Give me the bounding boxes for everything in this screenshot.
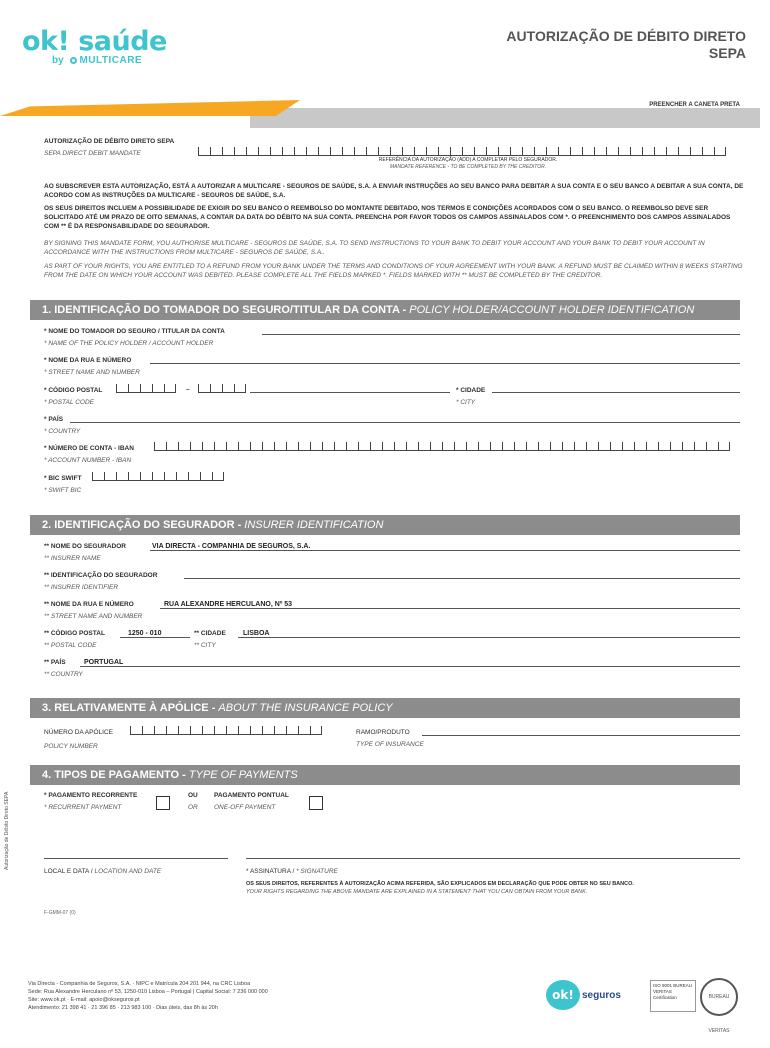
s3-policy-boxes[interactable] (130, 726, 322, 735)
s4-oneoff-label-en: ONE-OFF PAYMENT (214, 804, 276, 811)
section-4-header (30, 765, 740, 785)
pen-note: PREENCHER A CANETA PRETA (649, 102, 740, 108)
s2-street-label-en: ** STREET NAME AND NUMBER (44, 613, 143, 620)
footer-line-2: Sede: Rua Alexandre Herculano nº 53, 1250-010 Lisboa – Portugal | Capital Social: 7 236 000 000 (28, 989, 268, 995)
rights-note-pt: OS SEUS DIREITOS, REFERENTES À AUTORIZAÇÃO ACIMA REFERIDA, SÃO EXPLICADOS EM DECLARAÇÃO QUE PODE OBTER NO SEU BANCO. (246, 881, 634, 887)
s2-country-label-en: ** COUNTRY (44, 671, 83, 678)
intro-pt: AO SUBSCREVER ESTA AUTORIZAÇÃO, ESTÁ A AUTORIZAR A MULTICARE - SEGUROS DE SAÚDE, S.A. A ENVIAR INSTRUÇÕES AO SEU BANCO PARA DEBITAR A SUA CONTA E O SEU BANCO A DEBITAR A SUA CONTA, DE ACORDO COM AS INSTRUÇÕES DA MULTICARE - SEGUROS DE SAÚDE, S.A. (44, 183, 744, 199)
s1-bic-boxes[interactable] (92, 472, 224, 481)
s2-insurer-value: VIA DIRECTA - COMPANHIA DE SEGUROS, S.A. (152, 543, 311, 550)
signature-label-en: * SIGNATURE (296, 868, 338, 875)
location-date-field[interactable] (44, 858, 228, 859)
rights-note (246, 880, 634, 896)
s4-recurrent-label: * PAGAMENTO RECORRENTE (44, 792, 138, 799)
s2-street-label: ** NOME DA RUA E NÚMERO (44, 601, 134, 608)
footer-line-3: Site: www.ok.pt · E-mail: apoio@okseguros.pt (28, 997, 140, 1003)
location-date-label-pt: LOCAL E DATA / (44, 868, 95, 875)
logo-by-text: by (52, 55, 64, 66)
s3-type-field[interactable] (422, 735, 740, 736)
rights-en: AS PART OF YOUR RIGHTS, YOU ARE ENTITLED TO A REFUND FROM YOUR BANK UNDER THE TERMS AND CONDITIONS OF YOUR AGREEMENT WITH YOUR BANK. A REFUND MUST BE CLAIMED WITHIN 8 WEEKS STARTING FROM THE DATE ON WHICH YOUR ACCOUNT WAS DEBITED. PLEASE COMPLETE ALL THE FIELDS MARKED *. FIELDS MARKED WITH ** MUST BE COMPLETED BY THE CREDITOR. (44, 263, 743, 279)
title-line-1: AUTORIZAÇÃO DE DÉBITO DIRETO (506, 28, 746, 44)
s1-postal-label-en: * POSTAL CODE (44, 399, 94, 406)
header-band-grey (250, 108, 760, 128)
section-3-title-pt: 3. RELATIVAMENTE À APÓLICE - (42, 702, 219, 714)
s1-street-label: * NOME DA RUA E NÚMERO (44, 357, 132, 364)
section-1-header (30, 300, 740, 320)
signature-label-pt: * ASSINATURA / (246, 868, 297, 875)
section-4-title-en: TYPE OF PAYMENTS (188, 769, 298, 781)
s4-oneoff-checkbox[interactable] (309, 796, 323, 810)
signature-label (246, 867, 338, 876)
s3-type-label: RAMO/PRODUTO (356, 729, 410, 736)
s2-city-label-en: ** CITY (194, 642, 216, 649)
s3-policy-label-en: POLICY NUMBER (44, 743, 98, 750)
s4-or-pt: OU (188, 792, 198, 799)
mandate-ref-pt: REFERÊNCIA DA AUTORIZAÇÃO (ADD) A COMPLETAR PELO SEGURADOR. (378, 157, 558, 163)
s1-city-label-en: * CITY (456, 399, 476, 406)
s4-recurrent-checkbox[interactable] (156, 796, 170, 810)
s1-postal-dash: – (186, 386, 190, 393)
s2-street-field (160, 608, 740, 609)
header-band-orange (0, 100, 300, 116)
logo-brand-text: MULTICARE (79, 55, 143, 66)
s1-street-label-en: * STREET NAME AND NUMBER (44, 369, 140, 376)
section-3-header (30, 698, 740, 718)
s1-bic-label: * BIC SWIFT (44, 475, 82, 482)
s1-country-label-en: * COUNTRY (44, 428, 81, 435)
bureau-veritas-certification: ISO 9001 BUREAU VERITAS Certification (650, 980, 696, 1012)
s2-insurer-label: ** NOME DO SEGURADOR (44, 543, 126, 550)
s2-postal-label-en: ** POSTAL CODE (44, 642, 97, 649)
rights-pt: OS SEUS DIREITOS INCLUEM A POSSIBILIDADE DE EXIGIR DO SEU BANCO O REEMBOLSO DO MONTANTE DEBITADO, NOS TERMOS E CONDIÇÕES ACORDADOS COM O SEU BANCO. O REEMBOLSO DEVE SER SOLICITADO ATÉ UM PRAZO DE OITO SEMANAS, A CONTAR DA DATA DO DÉBITO NA SUA CONTA. PREENCHA POR FAVOR TODOS OS CAMPOS ASSINALADOS COM *. O PREENCHIMENTO DOS CAMPOS ASSINALADOS COM ** É DA RESPONSABILIDADE DO SEGURADOR. (44, 205, 731, 230)
signature-field[interactable] (246, 858, 740, 859)
s1-postal-label: * CÓDIGO POSTAL (44, 387, 103, 394)
s1-city-field[interactable] (492, 392, 740, 393)
s2-city-value: LISBOA (243, 630, 270, 637)
side-vertical-text: Autorização de Débito Direto SEPA (4, 791, 10, 870)
s2-country-label: ** PAÍS (44, 659, 66, 666)
s1-postal-code-boxes-1[interactable] (116, 384, 176, 393)
section-2-title-en: INSURER IDENTIFICATION (244, 519, 384, 531)
location-date-label-en: LOCATION AND DATE (94, 868, 162, 875)
bureau-veritas-seal-icon: BUREAU VERITAS (700, 978, 738, 1016)
intro-en: BY SIGNING THIS MANDATE FORM, YOU AUTHORISE MULTICARE - SEGUROS DE SAÚDE, S.A. TO SEND INSTRUCTIONS TO YOUR BANK TO DEBIT YOUR ACCOUNT AND YOUR BANK TO DEBIT YOUR ACCOUNT IN ACCORDANCE WITH THE INSTRUCTIONS FROM MULTICARE - SEGUROS DE SAÚDE, S.A.. (44, 240, 705, 256)
s1-name-label-en: * NAME OF THE POLICY HOLDER / ACCOUNT HOLDER (44, 340, 214, 347)
s4-or-en: OR (188, 804, 198, 811)
s2-city-field (238, 637, 740, 638)
footer-line-4: Atendimento: 21 398 41 · 21 396 85 · 213 983 100 · Dias úteis, das 8h às 20h (28, 1005, 218, 1011)
ok-saude-logo: ok! saúde (22, 26, 167, 57)
s2-postal-field (120, 637, 190, 638)
s4-recurrent-label-en: * RECURRENT PAYMENT (44, 804, 122, 811)
s2-postal-label: ** CÓDIGO POSTAL (44, 630, 105, 637)
location-date-label (44, 867, 161, 876)
footer-line-1: Via Directa - Companhia de Seguros, S.A. · NIPC e Matrícula 204 201 944, na CRC Lisboa (28, 981, 251, 987)
mandate-ref-en: MANDATE REFERENCE - TO BE COMPLETED BY THE CREDITOR. (389, 164, 547, 170)
section-1-title-en: POLICY HOLDER/ACCOUNT HOLDER IDENTIFICATION (409, 304, 695, 316)
section-2-header (30, 515, 740, 535)
s1-city-label: * CIDADE (456, 387, 486, 394)
s1-postal-code-boxes-2[interactable] (198, 384, 246, 393)
mandate-label-en: SEPA DIRECT DEBIT MANDATE (44, 150, 141, 157)
s2-postal-value: 1250 - 010 (128, 630, 162, 637)
form-code: F-GMM-07 (0) (44, 910, 76, 916)
rights-note-en: YOUR RIGHTS REGARDING THE ABOVE MANDATE ARE EXPLAINED IN A STATEMENT THAT YOU CAN OBTAIN FROM YOUR BANK. (246, 889, 588, 895)
s1-iban-label-en: * ACCOUNT NUMBER - IBAN (44, 457, 132, 464)
s2-insurer-field (150, 550, 740, 551)
s2-id-label-en: ** INSURER IDENTIFIER (44, 584, 119, 591)
section-2-title-pt: 2. IDENTIFICAÇÃO DO SEGURADOR - (42, 519, 245, 531)
s2-street-value: RUA ALEXANDRE HERCULANO, Nº 53 (164, 601, 293, 608)
s1-bic-label-en: * SWIFT BIC (44, 487, 82, 494)
mandate-reference-boxes[interactable] (198, 147, 726, 156)
s2-country-field (80, 666, 740, 667)
s1-iban-boxes[interactable] (154, 442, 730, 451)
s2-city-label: ** CIDADE (194, 630, 226, 637)
mandate-label-pt: AUTORIZAÇÃO DE DÉBITO DIRETO SEPA (44, 138, 175, 145)
s1-country-field[interactable] (70, 422, 740, 423)
s1-name-label: * NOME DO TOMADOR DO SEGURO / TITULAR DA CONTA (44, 328, 225, 335)
section-4-title-pt: 4. TIPOS DE PAGAMENTO - (42, 769, 189, 781)
multicare-logo (52, 55, 142, 66)
s3-policy-label: NÚMERO DA APÓLICE (44, 729, 113, 736)
logo-brand-icon (70, 57, 77, 64)
s1-name-field[interactable] (262, 334, 740, 335)
s1-iban-label: * NÚMERO DE CONTA - IBAN (44, 445, 134, 452)
footer-legal (28, 980, 268, 1012)
section-1-title-pt: 1. IDENTIFICAÇÃO DO TOMADOR DO SEGURO/TITULAR DA CONTA - (42, 304, 410, 316)
title-line-2: SEPA (708, 45, 746, 61)
ok-seguros-logo-icon: ok! (546, 980, 580, 1010)
s1-postal-locality-field[interactable] (250, 392, 450, 393)
seguros-text: seguros (582, 990, 621, 1001)
s2-country-value: PORTUGAL (84, 659, 124, 666)
s3-type-label-en: TYPE OF INSURANCE (356, 741, 424, 748)
s1-country-label: * PAÍS (44, 416, 64, 423)
mandate-ref-note (198, 157, 738, 171)
section-3-title-en: ABOUT THE INSURANCE POLICY (218, 702, 393, 714)
s2-id-field (184, 578, 740, 579)
s1-street-field[interactable] (150, 363, 740, 364)
s4-oneoff-label: PAGAMENTO PONTUAL (214, 792, 289, 799)
s2-insurer-label-en: ** INSURER NAME (44, 555, 101, 562)
document-title (506, 28, 746, 62)
s2-id-label: ** IDENTIFICAÇÃO DO SEGURADOR (44, 572, 158, 579)
